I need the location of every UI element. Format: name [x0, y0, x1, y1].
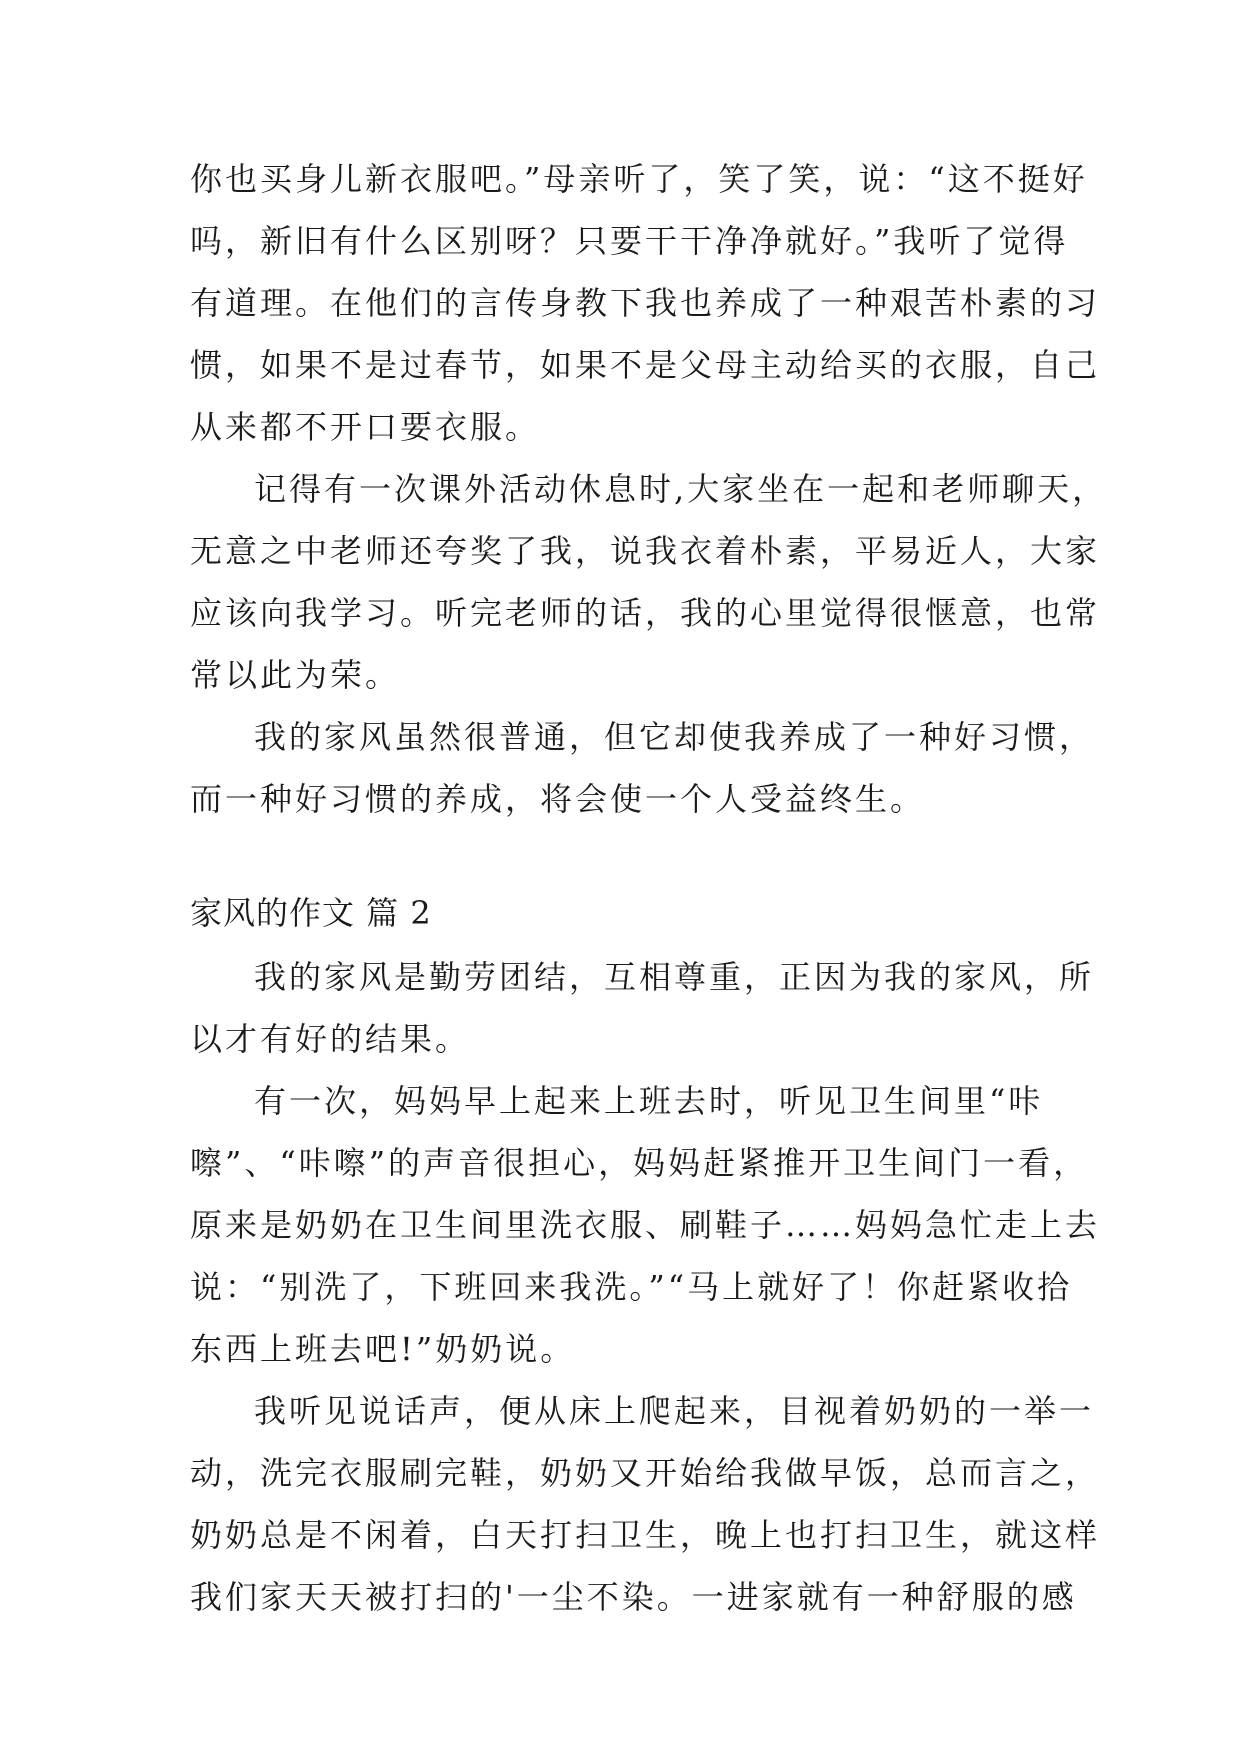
text-line: 而一种好习惯的养成，将会使一个人受益终生。	[190, 780, 926, 818]
text-line: 应该向我学习。听完老师的话，我的心里觉得很惬意，也常	[190, 594, 1101, 632]
text-line: 吗，新旧有什么区别呀？只要干干净净就好。”我听了觉得	[190, 222, 1069, 260]
section-heading: 家风的作文 篇 2	[190, 894, 432, 932]
text-line: 东西上班去吧!”奶奶说。	[190, 1330, 576, 1368]
text-line: 动，洗完衣服刷完鞋，奶奶又开始给我做早饭，总而言之，	[190, 1454, 1101, 1492]
text-line: 我的家风虽然很普通，但它却使我养成了一种好习惯，	[254, 718, 1095, 756]
text-line: 我听见说话声，便从床上爬起来，目视着奶奶的一举一	[254, 1392, 1095, 1430]
text-line: 有一次，妈妈早上起来上班去时，听见卫生间里“咔	[254, 1082, 1044, 1120]
text-line: 我的家风是勤劳团结，互相尊重，正因为我的家风，所	[254, 958, 1095, 996]
text-line: 原来是奶奶在卫生间里洗衣服、刷鞋子……妈妈急忙走上去	[190, 1206, 1101, 1244]
text-line: 说：“别洗了，下班回来我洗。”“马上就好了！你赶紧收拾	[190, 1268, 1073, 1306]
text-line: 奶奶总是不闲着，白天打扫卫生，晚上也打扫卫生，就这样	[190, 1516, 1101, 1554]
text-line: 常以此为荣。	[190, 656, 401, 694]
text-line: 无意之中老师还夸奖了我，说我衣着朴素，平易近人，大家	[190, 532, 1101, 570]
text-line: 记得有一次课外活动休息时,大家坐在一起和老师聊天，	[254, 470, 1108, 508]
text-line: 从来都不开口要衣服。	[190, 408, 541, 446]
text-line: 有道理。在他们的言传身教下我也养成了一种艰苦朴素的习	[190, 284, 1101, 322]
text-line: 嚓”、“咔嚓”的声音很担心，妈妈赶紧推开卫生间门一看，	[190, 1144, 1089, 1182]
text-line: 我们家天天被打扫的'一尘不染。一进家就有一种舒服的感	[190, 1578, 1077, 1616]
text-line: 惯，如果不是过春节，如果不是父母主动给买的衣服，自己	[190, 346, 1101, 384]
text-line: 你也买身儿新衣服吧。”母亲听了，笑了笑，说：“这不挺好	[190, 160, 1088, 198]
text-line: 以才有好的结果。	[190, 1020, 471, 1058]
